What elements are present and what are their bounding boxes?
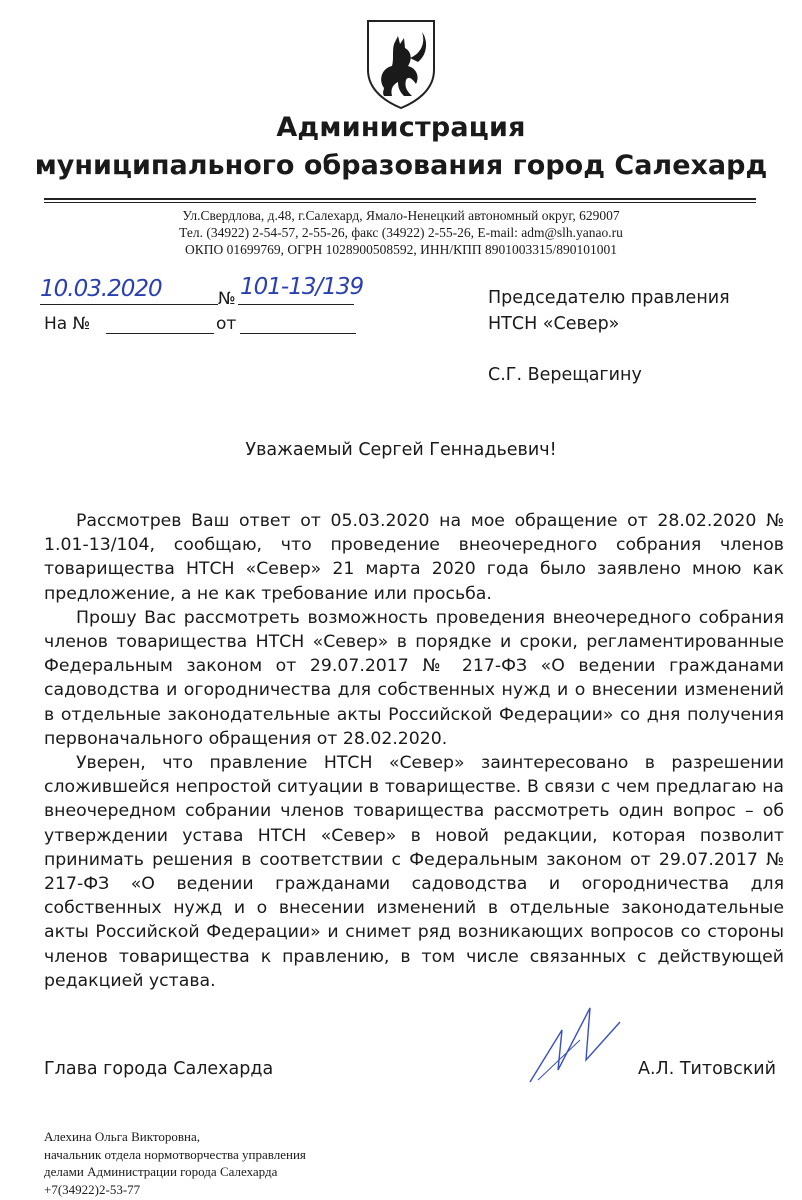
address-line: Ул.Свердлова, д.48, г.Салехард, Ямало-Ненецкий автономный округ, 629007 — [182, 208, 620, 223]
signatory-position: Глава города Салехарда — [44, 1059, 274, 1079]
organization-title: Администрация — [276, 112, 526, 143]
executor-department: делами Администрации города Салехарда — [44, 1164, 278, 1179]
number-sign: № — [218, 289, 236, 309]
reference-date-field — [240, 313, 356, 334]
number-underline — [238, 284, 354, 305]
header-divider — [44, 198, 756, 200]
reference-number-label: На № — [44, 314, 91, 334]
date-underline — [40, 284, 218, 305]
body-paragraph: Прошу Вас рассмотреть возможность проведения внеочередного собрания членов товарищества НТСН «Север» в порядке и сроки, регламентированные Федеральным законом от 29.07.2017 № 217-ФЗ «О ведении гражданами садоводства и огородничества для собственных нужд и о внесении изменений в отдельные законодательные акты Российской Федерации» со дня получения первоначального обращения от 28.02.2020. — [44, 607, 784, 749]
header-divider-thin — [44, 202, 756, 203]
signatory-name: А.Л. Титовский — [638, 1059, 777, 1079]
outgoing-number: 101-13/139 — [240, 274, 364, 300]
addressee-organization: НТСН «Север» — [488, 314, 620, 334]
executor-position: начальник отдела нормотворчества управления — [44, 1146, 306, 1162]
addressee-position: Председателю правления — [488, 288, 730, 308]
organization-subtitle: муниципального образования город Салехард — [34, 150, 768, 181]
body-paragraph: Уверен, что правление НТСН «Север» заинтересовано в разрешении сложившейся непростой ситуации в товариществе. В связи с чем предлагаю на внеочередном собрании членов товарищества рассмотреть один вопрос – об утверждении устава НТСН «Север» в новой редакции, которая позволит принимать решения в соответствии с Федеральным законом от 29.07.2017 № 217-ФЗ «О ведении гражданами садоводства и огородничества для собственных нужд и о внесении изменений в отдельные законодательные акты Российской Федерации» и снимет ряд возникающих вопросов со стороны членов товарищества к правлению, в том числе связанных с действующей редакцией устава. — [44, 753, 784, 991]
contacts-line: Тел. (34922) 2-54-57, 2-55-26, факс (34922) 2-55-26, E-mail: adm@slh.yanao.ru — [179, 225, 623, 240]
letter-body — [44, 509, 784, 993]
outgoing-date: 10.03.2020 — [40, 276, 162, 302]
executor-name: Алехина Ольга Викторовна, — [44, 1129, 200, 1144]
executor-phone: +7(34922)2-53-77 — [44, 1181, 141, 1197]
reference-date-label: от — [216, 314, 237, 334]
handwritten-signature — [520, 1000, 630, 1090]
body-paragraph: Рассмотрев Ваш ответ от 05.03.2020 на мое обращение от 28.02.2020 № 1.01-13/104, сообщаю, что проведение внеочередного собрания членов товарищества НТСН «Север» 21 марта 2020 года было заявлено мною как предложение, а не как требование или просьба. — [44, 511, 784, 604]
registry-codes-line: ОКПО 01699769, ОГРН 1028900508592, ИНН/КПП 8901003315/890101001 — [185, 242, 617, 257]
salutation: Уважаемый Сергей Геннадьевич! — [245, 440, 557, 460]
addressee-name: С.Г. Верещагину — [488, 365, 642, 385]
executor-info — [44, 1128, 306, 1198]
city-coat-of-arms-icon — [364, 18, 438, 110]
reference-number-field — [106, 313, 214, 334]
